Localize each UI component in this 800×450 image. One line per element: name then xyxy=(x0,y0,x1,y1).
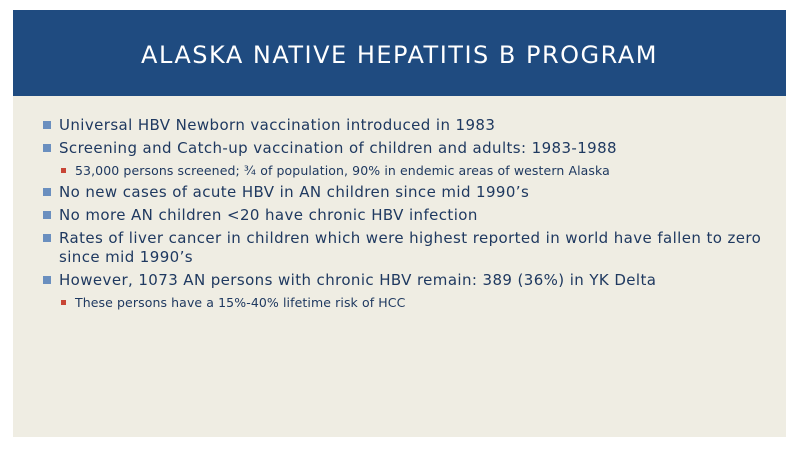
bullet-item xyxy=(43,229,773,267)
square-bullet-icon xyxy=(43,211,51,219)
bullet-text: However, 1073 AN persons with chronic HBV remain: 389 (36%) in YK Delta xyxy=(59,271,657,289)
bullet-item xyxy=(43,206,773,225)
title-bar xyxy=(13,10,786,96)
slide xyxy=(13,10,786,437)
square-bullet-icon xyxy=(43,276,51,284)
bullet-text: No new cases of acute HBV in AN children since mid 1990’s xyxy=(59,183,530,201)
bullet-item xyxy=(43,139,773,158)
square-bullet-icon xyxy=(43,121,51,129)
bullet-text: Screening and Catch-up vaccination of children and adults: 1983-1988 xyxy=(59,139,617,157)
bullet-item xyxy=(43,183,773,202)
bullet-text: No more AN children <20 have chronic HBV infection xyxy=(59,206,478,224)
small-square-bullet-icon xyxy=(61,300,66,305)
sub-bullet-text: These persons have a 15%-40% lifetime risk of HCC xyxy=(75,295,406,310)
sub-bullet-text: 53,000 persons screened; ¾ of population, 90% in endemic areas of western Alaska xyxy=(75,163,610,178)
square-bullet-icon xyxy=(43,144,51,152)
square-bullet-icon xyxy=(43,234,51,242)
sub-bullet-item xyxy=(43,294,773,311)
slide-title: ALASKA NATIVE HEPATITIS B PROGRAM xyxy=(141,41,658,69)
square-bullet-icon xyxy=(43,188,51,196)
bullet-text: Rates of liver cancer in children which were highest reported in world have fallen to zero since mid 1990’s xyxy=(59,229,762,266)
bullet-item xyxy=(43,271,773,290)
bullet-list xyxy=(43,116,773,315)
bullet-item xyxy=(43,116,773,135)
small-square-bullet-icon xyxy=(61,168,66,173)
bullet-text: Universal HBV Newborn vaccination introduced in 1983 xyxy=(59,116,496,134)
sub-bullet-item xyxy=(43,162,773,179)
